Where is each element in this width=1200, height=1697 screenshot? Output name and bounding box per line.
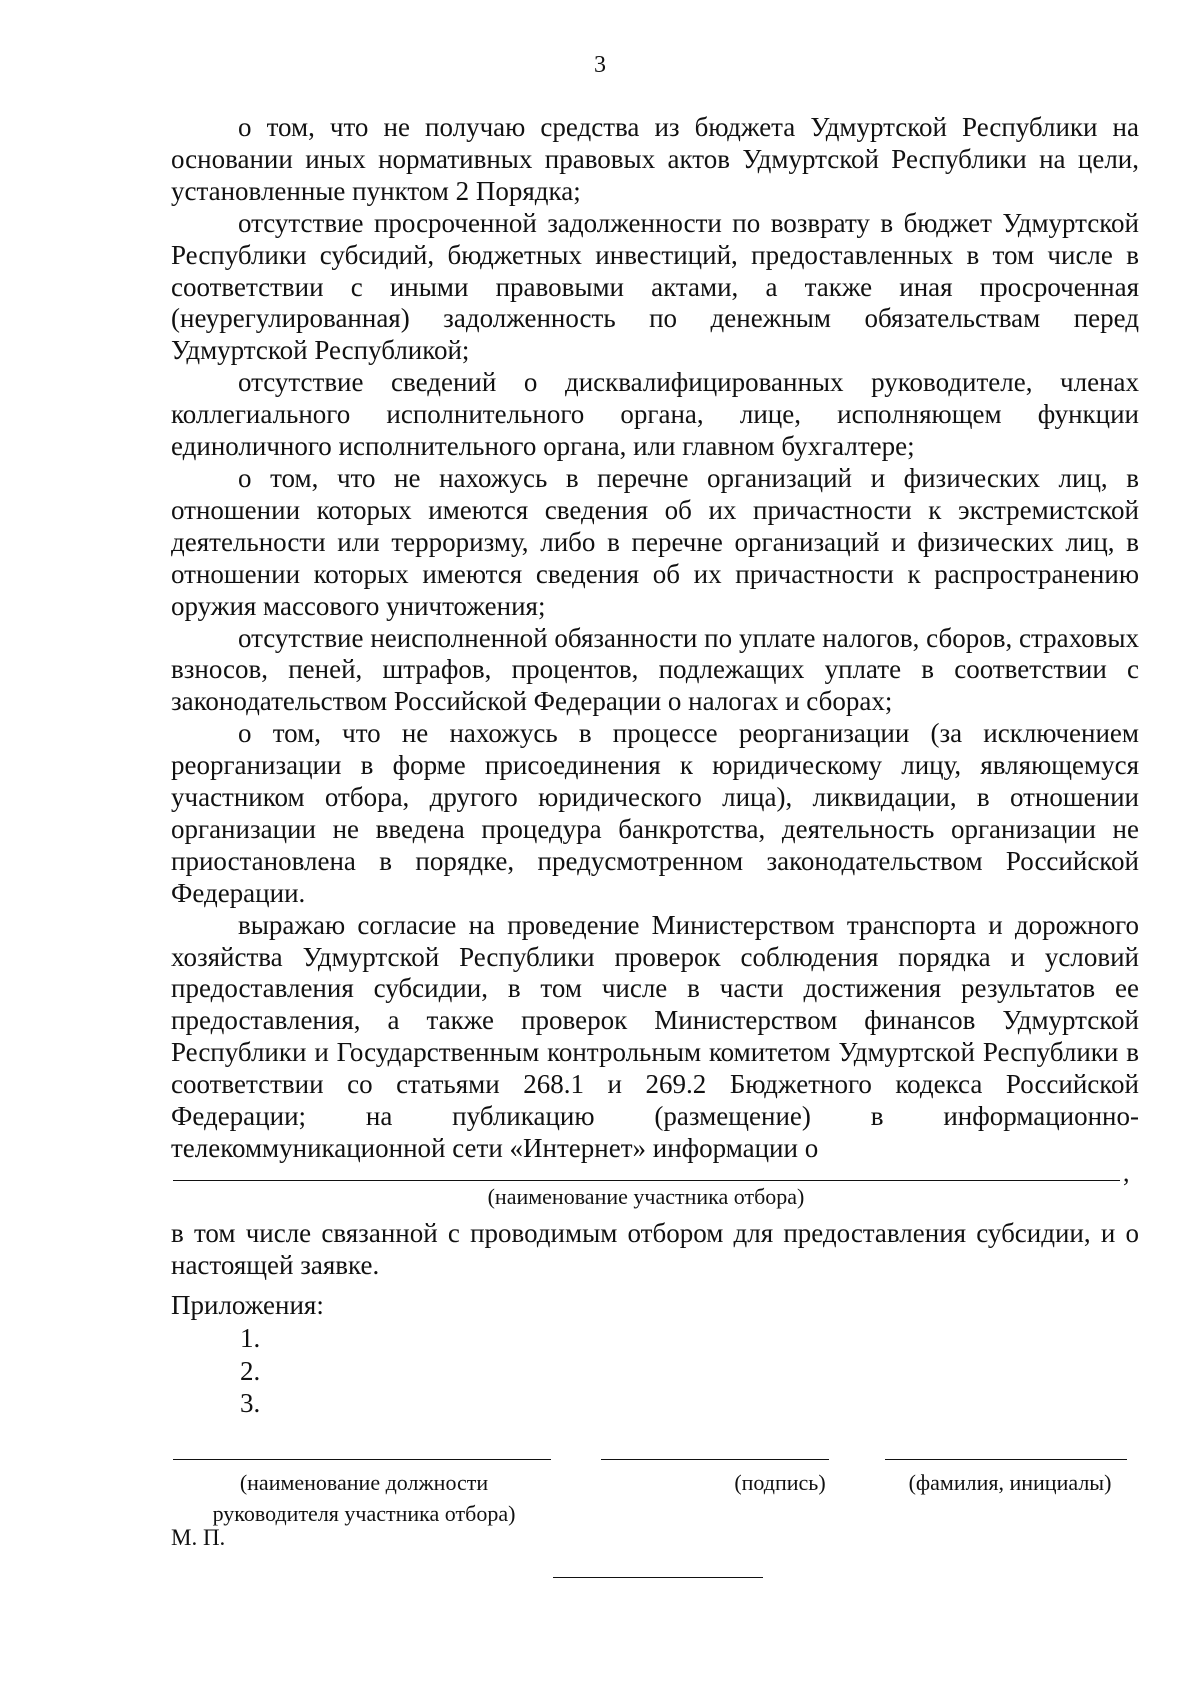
participant-name-line[interactable] xyxy=(173,1180,1120,1181)
attachment-item: 2. xyxy=(240,1355,261,1386)
paragraph-no-tax-debt: отсутствие неисполненной обязанности по уплате налогов, сборов, страховых взносов, пеней, штрафов, процентов, подлежащих уплате в соответствии с законодательством Российской Федерации о налогах и сборах; xyxy=(171,622,1139,717)
participant-name-comma: , xyxy=(1123,1158,1130,1187)
attachment-item: 1. xyxy=(240,1323,261,1353)
page-number: 3 xyxy=(594,52,606,78)
position-caption-line2: руководителя участника отбора) xyxy=(212,1501,516,1526)
position-caption-line1: (наименование должности xyxy=(239,1470,489,1495)
attachments-title: Приложения: xyxy=(171,1290,324,1320)
end-separator xyxy=(553,1577,763,1578)
participant-name-caption: (наименование участника отбора) xyxy=(487,1184,805,1209)
position-caption xyxy=(150,1467,578,1529)
full-name-caption: (фамилия, инициалы) xyxy=(908,1470,1112,1495)
full-name-line[interactable] xyxy=(885,1459,1127,1460)
declaration-body xyxy=(171,112,1139,1165)
paragraph-not-in-extremist-list: о том, что не нахожусь в перечне организаций и физических лиц, в отношении которых имеются сведения об их причастности к экстремистской деятельности или терроризму, либо в перечне организаций и физических лиц, в отношении которых имеются сведения об их причастности к распространению оружия массового уничтожения; xyxy=(171,462,1139,621)
stamp-label: М. П. xyxy=(171,1525,226,1550)
attachments-list xyxy=(240,1322,260,1420)
consent-continuation: в том числе связанной с проводимым отбором для предоставления субсидии, и о настоящей заявке. xyxy=(171,1218,1139,1280)
attachment-item: 3. xyxy=(240,1388,261,1418)
paragraph-no-other-funds: о том, что не получаю средства из бюджета Удмуртской Республики на основании иных нормативных правовых актов Удмуртской Республики на цели, установленные пунктом 2 Порядка; xyxy=(171,112,1139,206)
signature-line[interactable] xyxy=(601,1459,829,1460)
paragraph-consent: выражаю согласие на проведение Министерством транспорта и дорожного хозяйства Удмуртской Республики проверок соблюдения порядка и условий предоставления субсидии, в том числе в части достижения результатов ее предоставления, а также проверок Министерством финансов Удмуртской Республики и Государственным контрольным комитетом Удмуртской Республики в соответствии со статьями 268.1 и 269.2 Бюджетного кодекса Российской Федерации; на публикацию (размещение) в информационно-телекоммуникационной сети «Интернет» информации о xyxy=(171,909,1139,1163)
paragraph-no-overdue-debt: отсутствие просроченной задолженности по возврату в бюджет Удмуртской Республики субсидий, бюджетных инвестиций, предоставленных в том числе в соответствии с иными правовыми актами, а также иная просроченная (неурегулированная) задолженность по денежным обязательствам перед Удмуртской Республикой; xyxy=(171,207,1139,366)
position-line[interactable] xyxy=(173,1459,551,1460)
paragraph-no-disqualified: отсутствие сведений о дисквалифицированных руководителе, членах коллегиального исполнительного органа, лице, исполняющем функции единоличного исполнительного органа, или главном бухгалтере; xyxy=(171,367,1139,462)
signature-caption: (подпись) xyxy=(734,1470,826,1495)
paragraph-no-reorganization: о том, что не нахожусь в процессе реорганизации (за исключением реорганизации в форме присоединения к юридическому лицу, являющемуся участником отбора, другого юридического лица), ликвидации, в отношении организации не введена процедура банкротства, деятельность организации не приостановлена в порядке, предусмотренном законодательством Российской Федерации. xyxy=(171,718,1139,908)
